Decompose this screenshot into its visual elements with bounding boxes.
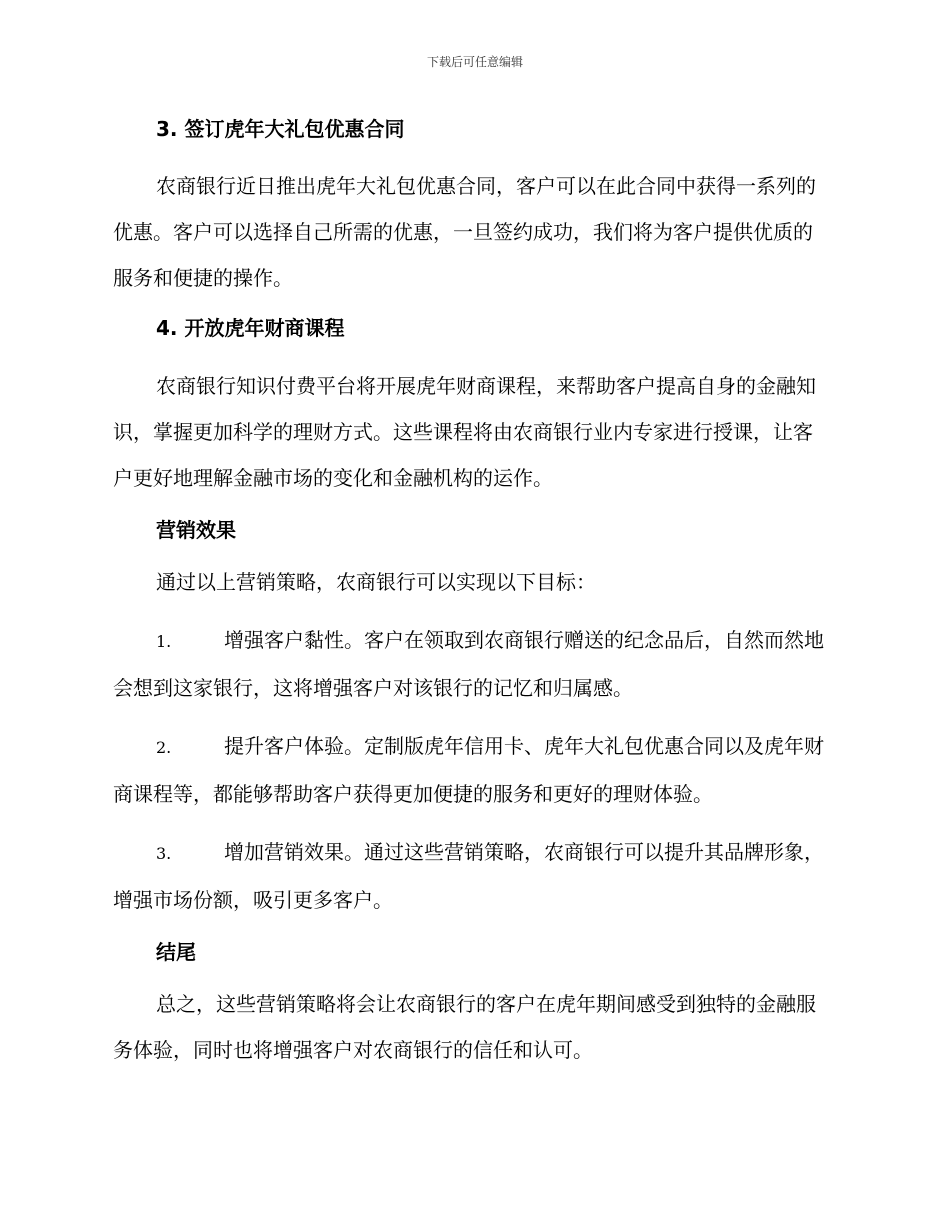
list-item-number: 3. <box>156 844 172 863</box>
ending-body: 总之，这些营销策略将会让农商银行的客户在虎年期间感受到独特的金融服务体验，同时也将增强客户对农商银行的信任和认可。 <box>113 992 816 1062</box>
list-item-number: 2. <box>156 738 172 757</box>
marketing-effect-title: 营销效果 <box>156 518 236 542</box>
document-body <box>113 112 831 1073</box>
section-4-title: 4. 开放虎年财商课程 <box>156 316 345 340</box>
header-note: 下载后可任意编辑 <box>426 55 523 69</box>
list-item-number: 1. <box>156 632 172 651</box>
section-3-title: 3. 签订虎年大礼包优惠合同 <box>156 117 405 141</box>
list-item-text: 增强客户黏性。客户在领取到农商银行赠送的纪念品后，自然而然地会想到这家银行，这将增强客户对该银行的记忆和归属感。 <box>113 628 824 700</box>
list-item-text: 增加营销效果。通过这些营销策略，农商银行可以提升其品牌形象，增强市场份额，吸引更多客户。 <box>113 840 824 912</box>
marketing-effect-intro: 通过以上营销策略，农商银行可以实现以下目标： <box>156 570 596 594</box>
ending-title: 结尾 <box>156 940 196 964</box>
list-item <box>113 829 831 923</box>
list-item <box>113 617 831 711</box>
list-item-text: 提升客户体验。定制版虎年信用卡、虎年大礼包优惠合同以及虎年财商课程等，都能够帮助客户获得更加便捷的服务和更好的理财体验。 <box>113 734 824 806</box>
section-4-body: 农商银行知识付费平台将开展虎年财商课程，来帮助客户提高自身的金融知识，掌握更加科学的理财方式。这些课程将由农商银行业内专家进行授课，让客户更好地理解金融市场的变化和金融机构的运作。 <box>113 374 816 490</box>
section-3-body: 农商银行近日推出虎年大礼包优惠合同，客户可以在此合同中获得一系列的优惠。客户可以选择自己所需的优惠，一旦签约成功，我们将为客户提供优质的服务和便捷的操作。 <box>113 174 816 290</box>
list-item <box>113 723 831 817</box>
